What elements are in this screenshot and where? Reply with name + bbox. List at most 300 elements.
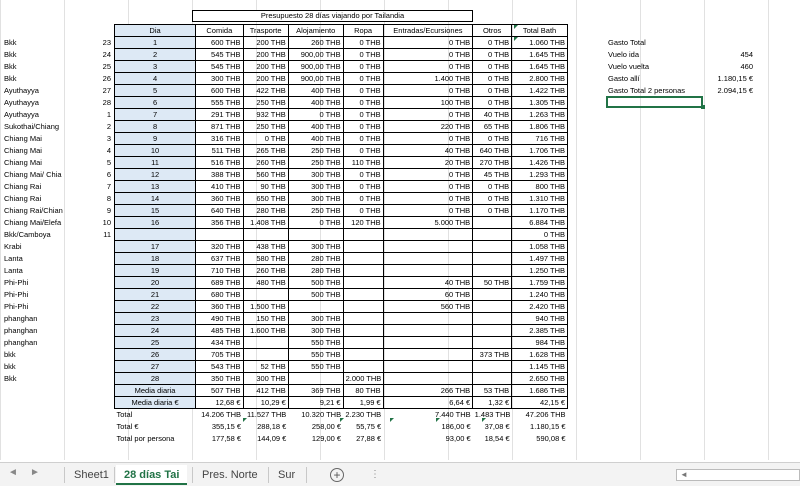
- table-cell[interactable]: 300 THB: [288, 313, 343, 325]
- place-cell[interactable]: Lanta: [4, 254, 23, 263]
- place-cell[interactable]: Chiang Mai/ Chia: [4, 170, 62, 179]
- table-cell[interactable]: 1.058 THB: [512, 241, 568, 253]
- table-cell[interactable]: 1.497 THB: [512, 253, 568, 265]
- table-cell[interactable]: 2.800 THB: [512, 73, 568, 85]
- table-cell[interactable]: 250 THB: [243, 97, 288, 109]
- table-cell[interactable]: 26: [115, 349, 196, 361]
- table-cell[interactable]: 21: [115, 289, 196, 301]
- summary-cell[interactable]: 590,08 €: [536, 433, 566, 443]
- table-cell[interactable]: 0 THB: [473, 193, 512, 205]
- day-number-cell[interactable]: 1: [106, 110, 111, 119]
- table-cell[interactable]: [115, 229, 196, 241]
- table-cell[interactable]: 15: [115, 205, 196, 217]
- table-cell[interactable]: 22: [115, 301, 196, 313]
- table-cell[interactable]: [473, 217, 512, 229]
- table-cell[interactable]: 640 THB: [196, 205, 243, 217]
- table-cell[interactable]: 0 THB: [473, 205, 512, 217]
- table-cell[interactable]: [343, 325, 383, 337]
- table-cell[interactable]: 20 THB: [383, 157, 473, 169]
- table-cell[interactable]: 543 THB: [196, 361, 243, 373]
- table-cell[interactable]: 16: [115, 217, 196, 229]
- table-cell[interactable]: [343, 301, 383, 313]
- tab-sheet1[interactable]: Sheet1: [74, 469, 109, 481]
- table-cell[interactable]: 1.759 THB: [512, 277, 568, 289]
- table-cell[interactable]: 680 THB: [196, 289, 243, 301]
- place-cell[interactable]: Phi-Phi: [4, 302, 29, 311]
- day-number-cell[interactable]: 9: [106, 206, 111, 215]
- table-cell[interactable]: 434 THB: [196, 337, 243, 349]
- table-cell[interactable]: 560 THB: [383, 301, 473, 313]
- next-sheet-icon[interactable]: ►: [30, 467, 40, 478]
- day-number-cell[interactable]: 8: [106, 194, 111, 203]
- table-cell[interactable]: 600 THB: [196, 85, 243, 97]
- table-cell[interactable]: 600 THB: [196, 37, 243, 49]
- day-number-cell[interactable]: 24: [102, 50, 111, 59]
- table-cell[interactable]: 10: [115, 145, 196, 157]
- table-cell[interactable]: [473, 313, 512, 325]
- summary-cell[interactable]: 412 THB: [243, 385, 288, 397]
- table-cell[interactable]: [288, 301, 343, 313]
- table-cell[interactable]: 17: [115, 241, 196, 253]
- table-cell[interactable]: 2.385 THB: [512, 325, 568, 337]
- table-cell[interactable]: 0 THB: [288, 217, 343, 229]
- table-cell[interactable]: 480 THB: [243, 277, 288, 289]
- table-cell[interactable]: 0 THB: [473, 49, 512, 61]
- table-cell[interactable]: 1.500 THB: [243, 301, 288, 313]
- table-cell[interactable]: [243, 337, 288, 349]
- table-cell[interactable]: 0 THB: [343, 193, 383, 205]
- table-cell[interactable]: 0 THB: [343, 169, 383, 181]
- side-label[interactable]: Vuelo ida: [608, 50, 639, 59]
- summary-cell[interactable]: 369 THB: [288, 385, 343, 397]
- day-number-cell[interactable]: [72, 289, 114, 301]
- table-cell[interactable]: 19: [115, 265, 196, 277]
- table-cell[interactable]: 400 THB: [288, 133, 343, 145]
- table-cell[interactable]: 350 THB: [196, 373, 243, 385]
- table-cell[interactable]: 900,00 THB: [288, 49, 343, 61]
- table-cell[interactable]: 28: [115, 373, 196, 385]
- summary-cell[interactable]: 18,54 €: [484, 433, 510, 443]
- summary-cell[interactable]: 9,21 €: [288, 397, 343, 409]
- table-cell[interactable]: 0 THB: [343, 73, 383, 85]
- day-number-cell[interactable]: [72, 301, 114, 313]
- day-number-cell[interactable]: [72, 241, 114, 253]
- table-cell[interactable]: 516 THB: [196, 157, 243, 169]
- summary-label[interactable]: Total por persona: [116, 433, 175, 443]
- table-cell[interactable]: 485 THB: [196, 325, 243, 337]
- table-cell[interactable]: [473, 373, 512, 385]
- table-cell[interactable]: 1.240 THB: [512, 289, 568, 301]
- table-cell[interactable]: 500 THB: [288, 277, 343, 289]
- table-cell[interactable]: [343, 265, 383, 277]
- table-cell[interactable]: [473, 361, 512, 373]
- day-number-cell[interactable]: 4: [106, 146, 111, 155]
- table-cell[interactable]: 0 THB: [343, 85, 383, 97]
- place-cell[interactable]: Ayuthayya: [4, 98, 39, 107]
- table-cell[interactable]: 1.250 THB: [512, 265, 568, 277]
- tab-28-dias-tai[interactable]: 28 días Tai: [116, 465, 187, 485]
- table-cell[interactable]: 25: [115, 337, 196, 349]
- table-cell[interactable]: 52 THB: [243, 361, 288, 373]
- table-cell[interactable]: 356 THB: [196, 217, 243, 229]
- table-cell[interactable]: 0 THB: [473, 133, 512, 145]
- summary-cell[interactable]: 129,00 €: [311, 433, 342, 443]
- table-cell[interactable]: 12: [115, 169, 196, 181]
- table-cell[interactable]: 2.420 THB: [512, 301, 568, 313]
- column-header[interactable]: Trasporte: [243, 25, 288, 37]
- table-cell[interactable]: 0 THB: [288, 109, 343, 121]
- table-cell[interactable]: [196, 229, 243, 241]
- place-cell[interactable]: phanghan: [4, 314, 38, 323]
- tab-sur[interactable]: Sur: [278, 469, 296, 481]
- table-cell[interactable]: 200 THB: [243, 49, 288, 61]
- table-cell[interactable]: 270 THB: [473, 157, 512, 169]
- table-cell[interactable]: 360 THB: [196, 301, 243, 313]
- side-value[interactable]: 1.180,15 €: [717, 74, 753, 83]
- table-cell[interactable]: 1.310 THB: [512, 193, 568, 205]
- side-value[interactable]: 2.094,15 €: [717, 86, 753, 95]
- table-cell[interactable]: [473, 337, 512, 349]
- table-cell[interactable]: 410 THB: [196, 181, 243, 193]
- summary-label[interactable]: Total €: [116, 421, 139, 431]
- table-cell[interactable]: 0 THB: [383, 133, 473, 145]
- table-cell[interactable]: 250 THB: [288, 205, 343, 217]
- table-cell[interactable]: 360 THB: [196, 193, 243, 205]
- day-number-cell[interactable]: [72, 265, 114, 277]
- day-number-cell[interactable]: [72, 373, 114, 385]
- table-cell[interactable]: 438 THB: [243, 241, 288, 253]
- day-number-cell[interactable]: [72, 361, 114, 373]
- table-cell[interactable]: 300 THB: [288, 181, 343, 193]
- table-cell[interactable]: 400 THB: [288, 97, 343, 109]
- place-cell[interactable]: Chiang Mai: [4, 146, 42, 155]
- summary-cell[interactable]: 53 THB: [473, 385, 512, 397]
- day-number-cell[interactable]: [72, 325, 114, 337]
- table-cell[interactable]: [473, 241, 512, 253]
- table-cell[interactable]: 0 THB: [343, 145, 383, 157]
- column-header[interactable]: Ropa: [343, 25, 383, 37]
- summary-cell[interactable]: 186,00 €: [441, 421, 471, 431]
- place-cell[interactable]: Bkk: [4, 62, 17, 71]
- table-cell[interactable]: 0 THB: [383, 49, 473, 61]
- side-value[interactable]: 460: [740, 62, 753, 71]
- table-cell[interactable]: 0 THB: [343, 133, 383, 145]
- table-cell[interactable]: 6: [115, 97, 196, 109]
- table-cell[interactable]: 0 THB: [383, 169, 473, 181]
- table-cell[interactable]: 0 THB: [473, 97, 512, 109]
- summary-label[interactable]: Media diaria €: [115, 397, 196, 409]
- place-cell[interactable]: phanghan: [4, 326, 38, 335]
- summary-cell[interactable]: 177,58 €: [211, 433, 242, 443]
- table-cell[interactable]: 1.645 THB: [512, 61, 568, 73]
- table-cell[interactable]: 0 THB: [383, 205, 473, 217]
- column-header[interactable]: Entradas/Ecursiones: [383, 25, 473, 37]
- table-cell[interactable]: 8: [115, 121, 196, 133]
- summary-label[interactable]: Total: [116, 409, 133, 419]
- summary-cell[interactable]: 258,00 €: [311, 421, 342, 431]
- table-cell[interactable]: 50 THB: [473, 277, 512, 289]
- table-cell[interactable]: 280 THB: [243, 205, 288, 217]
- table-cell[interactable]: 280 THB: [288, 265, 343, 277]
- table-cell[interactable]: 220 THB: [383, 121, 473, 133]
- column-header[interactable]: Otros: [473, 25, 512, 37]
- table-cell[interactable]: 200 THB: [243, 73, 288, 85]
- table-cell[interactable]: 3: [115, 61, 196, 73]
- table-title[interactable]: Presupuesto 28 días viajando por Tailandia: [192, 10, 473, 22]
- summary-cell[interactable]: 6,64 €: [383, 397, 473, 409]
- more-options-icon[interactable]: ⋮: [370, 469, 380, 480]
- day-number-cell[interactable]: 5: [106, 158, 111, 167]
- table-cell[interactable]: 250 THB: [288, 145, 343, 157]
- day-number-cell[interactable]: 6: [106, 170, 111, 179]
- side-label[interactable]: Gasto Total 2 personas: [608, 86, 685, 95]
- table-cell[interactable]: 560 THB: [243, 169, 288, 181]
- table-cell[interactable]: 250 THB: [243, 121, 288, 133]
- table-cell[interactable]: 0 THB: [383, 193, 473, 205]
- table-cell[interactable]: 550 THB: [288, 349, 343, 361]
- table-cell[interactable]: 200 THB: [243, 61, 288, 73]
- table-cell[interactable]: [288, 229, 343, 241]
- table-cell[interactable]: 150 THB: [243, 313, 288, 325]
- table-cell[interactable]: 0 THB: [473, 37, 512, 49]
- table-cell[interactable]: 4: [115, 73, 196, 85]
- table-cell[interactable]: 2.650 THB: [512, 373, 568, 385]
- table-cell[interactable]: 110 THB: [343, 157, 383, 169]
- table-cell[interactable]: 0 THB: [383, 85, 473, 97]
- table-cell[interactable]: 900,00 THB: [288, 61, 343, 73]
- table-cell[interactable]: 1.305 THB: [512, 97, 568, 109]
- column-header[interactable]: Dia: [115, 25, 196, 37]
- table-cell[interactable]: [473, 289, 512, 301]
- table-cell[interactable]: 932 THB: [243, 109, 288, 121]
- table-cell[interactable]: [343, 277, 383, 289]
- place-cell[interactable]: Sukothai/Chiang: [4, 122, 60, 131]
- table-cell[interactable]: 40 THB: [383, 145, 473, 157]
- table-cell[interactable]: 0 THB: [383, 109, 473, 121]
- day-number-cell[interactable]: 23: [102, 38, 111, 47]
- scroll-left-icon[interactable]: ◄: [680, 470, 688, 479]
- summary-cell[interactable]: 27,88 €: [356, 433, 382, 443]
- table-cell[interactable]: 300 THB: [243, 373, 288, 385]
- table-cell[interactable]: 900,00 THB: [288, 73, 343, 85]
- day-number-cell[interactable]: 3: [106, 134, 111, 143]
- place-cell[interactable]: Bkk: [4, 74, 17, 83]
- summary-cell[interactable]: 12,68 €: [196, 397, 243, 409]
- place-cell[interactable]: Chiang Mai: [4, 134, 42, 143]
- table-cell[interactable]: 300 THB: [288, 193, 343, 205]
- day-number-cell[interactable]: 7: [106, 182, 111, 191]
- place-cell[interactable]: Krabi: [4, 242, 22, 251]
- prev-sheet-icon[interactable]: ◄: [8, 467, 18, 478]
- table-cell[interactable]: [383, 253, 473, 265]
- table-cell[interactable]: [243, 229, 288, 241]
- table-cell[interactable]: [343, 289, 383, 301]
- table-cell[interactable]: 422 THB: [243, 85, 288, 97]
- summary-cell[interactable]: 42,15 €: [512, 397, 568, 409]
- column-header[interactable]: Comida: [196, 25, 243, 37]
- table-cell[interactable]: 0 THB: [343, 61, 383, 73]
- day-number-cell[interactable]: 11: [103, 230, 111, 239]
- place-cell[interactable]: Ayuthayya: [4, 86, 39, 95]
- place-cell[interactable]: phanghan: [4, 338, 38, 347]
- table-cell[interactable]: 0 THB: [473, 61, 512, 73]
- table-cell[interactable]: 1.645 THB: [512, 49, 568, 61]
- table-cell[interactable]: 550 THB: [288, 337, 343, 349]
- table-cell[interactable]: 0 THB: [473, 85, 512, 97]
- table-cell[interactable]: 400 THB: [288, 85, 343, 97]
- selected-cell[interactable]: [606, 96, 703, 108]
- day-number-cell[interactable]: [72, 277, 114, 289]
- table-cell[interactable]: 40 THB: [473, 109, 512, 121]
- add-sheet-button[interactable]: +: [330, 468, 344, 482]
- table-cell[interactable]: 705 THB: [196, 349, 243, 361]
- summary-cell[interactable]: 37,08 €: [484, 421, 510, 431]
- table-cell[interactable]: 1.706 THB: [512, 145, 568, 157]
- table-cell[interactable]: 0 THB: [512, 229, 568, 241]
- summary-cell[interactable]: 1,32 €: [473, 397, 512, 409]
- side-label[interactable]: Gasto allí: [608, 74, 640, 83]
- table-cell[interactable]: 545 THB: [196, 49, 243, 61]
- table-cell[interactable]: [288, 373, 343, 385]
- table-cell[interactable]: 0 THB: [343, 181, 383, 193]
- table-cell[interactable]: 40 THB: [383, 277, 473, 289]
- table-cell[interactable]: 260 THB: [243, 265, 288, 277]
- table-cell[interactable]: 0 THB: [343, 49, 383, 61]
- table-cell[interactable]: 0 THB: [343, 109, 383, 121]
- table-cell[interactable]: 710 THB: [196, 265, 243, 277]
- table-cell[interactable]: 24: [115, 325, 196, 337]
- table-cell[interactable]: [383, 265, 473, 277]
- table-cell[interactable]: [343, 253, 383, 265]
- table-cell[interactable]: 500 THB: [288, 289, 343, 301]
- summary-cell[interactable]: 507 THB: [196, 385, 243, 397]
- table-cell[interactable]: 388 THB: [196, 169, 243, 181]
- table-cell[interactable]: [383, 361, 473, 373]
- summary-cell[interactable]: 1.180,15 €: [530, 421, 566, 431]
- side-label[interactable]: Gasto Total: [608, 38, 646, 47]
- day-number-cell[interactable]: [72, 253, 114, 265]
- place-cell[interactable]: Bkk: [4, 38, 17, 47]
- summary-cell[interactable]: 11.527 THB: [246, 409, 287, 419]
- table-cell[interactable]: 13: [115, 181, 196, 193]
- table-cell[interactable]: 0 THB: [343, 205, 383, 217]
- place-cell[interactable]: Phi-Phi: [4, 290, 29, 299]
- table-cell[interactable]: 1.293 THB: [512, 169, 568, 181]
- table-cell[interactable]: [473, 253, 512, 265]
- place-cell[interactable]: Lanta: [4, 266, 23, 275]
- table-cell[interactable]: [343, 337, 383, 349]
- table-cell[interactable]: 250 THB: [288, 157, 343, 169]
- table-cell[interactable]: 120 THB: [343, 217, 383, 229]
- table-cell[interactable]: [343, 349, 383, 361]
- table-cell[interactable]: 1.145 THB: [512, 361, 568, 373]
- table-cell[interactable]: 373 THB: [473, 349, 512, 361]
- table-cell[interactable]: 0 THB: [383, 181, 473, 193]
- table-cell[interactable]: 400 THB: [288, 121, 343, 133]
- table-cell[interactable]: 260 THB: [243, 157, 288, 169]
- side-value[interactable]: 454: [740, 50, 753, 59]
- place-cell[interactable]: Chiang Rai: [4, 182, 42, 191]
- table-cell[interactable]: 2.000 THB: [343, 373, 383, 385]
- table-cell[interactable]: 511 THB: [196, 145, 243, 157]
- column-header[interactable]: Alojamiento: [288, 25, 343, 37]
- summary-cell[interactable]: 1,99 €: [343, 397, 383, 409]
- table-cell[interactable]: 1.600 THB: [243, 325, 288, 337]
- table-cell[interactable]: 1.170 THB: [512, 205, 568, 217]
- day-number-cell[interactable]: [72, 349, 114, 361]
- summary-cell[interactable]: 47.206 THB: [525, 409, 566, 419]
- summary-label[interactable]: Media diaria: [115, 385, 196, 397]
- place-cell[interactable]: Phi-Phi: [4, 278, 29, 287]
- table-cell[interactable]: 0 THB: [243, 133, 288, 145]
- table-cell[interactable]: 545 THB: [196, 61, 243, 73]
- table-cell[interactable]: [473, 301, 512, 313]
- table-cell[interactable]: 23: [115, 313, 196, 325]
- column-header[interactable]: Total Bath: [512, 25, 568, 37]
- summary-cell[interactable]: 7.440 THB: [434, 409, 471, 419]
- place-cell[interactable]: Ayuthayya: [4, 110, 39, 119]
- day-number-cell[interactable]: 27: [102, 86, 111, 95]
- table-cell[interactable]: 11: [115, 157, 196, 169]
- table-cell[interactable]: 300 THB: [288, 241, 343, 253]
- table-cell[interactable]: [383, 229, 473, 241]
- table-cell[interactable]: [343, 361, 383, 373]
- table-cell[interactable]: [473, 265, 512, 277]
- summary-cell[interactable]: 10.320 THB: [301, 409, 342, 419]
- table-cell[interactable]: 6.884 THB: [512, 217, 568, 229]
- table-cell[interactable]: 60 THB: [383, 289, 473, 301]
- table-cell[interactable]: 9: [115, 133, 196, 145]
- fill-handle[interactable]: [701, 105, 705, 109]
- table-cell[interactable]: 291 THB: [196, 109, 243, 121]
- summary-cell[interactable]: 1.483 THB: [474, 409, 511, 419]
- table-cell[interactable]: 0 THB: [343, 97, 383, 109]
- table-cell[interactable]: [473, 325, 512, 337]
- summary-cell[interactable]: 14.206 THB: [201, 409, 242, 419]
- table-cell[interactable]: 800 THB: [512, 181, 568, 193]
- day-number-cell[interactable]: 2: [106, 122, 111, 131]
- day-number-cell[interactable]: 26: [102, 74, 111, 83]
- table-cell[interactable]: 1.422 THB: [512, 85, 568, 97]
- table-cell[interactable]: 20: [115, 277, 196, 289]
- place-cell[interactable]: bkk: [4, 350, 16, 359]
- table-cell[interactable]: 640 THB: [473, 145, 512, 157]
- table-cell[interactable]: 14: [115, 193, 196, 205]
- side-label[interactable]: Vuelo vuelta: [608, 62, 650, 71]
- table-cell[interactable]: 550 THB: [288, 361, 343, 373]
- table-cell[interactable]: 0 THB: [383, 61, 473, 73]
- table-cell[interactable]: 1.628 THB: [512, 349, 568, 361]
- table-cell[interactable]: 7: [115, 109, 196, 121]
- table-cell[interactable]: 200 THB: [243, 37, 288, 49]
- place-cell[interactable]: bkk: [4, 362, 16, 371]
- table-cell[interactable]: 1.400 THB: [383, 73, 473, 85]
- table-cell[interactable]: [383, 373, 473, 385]
- day-number-cell[interactable]: 25: [102, 62, 111, 71]
- place-cell[interactable]: Bkk/Camboya: [4, 230, 51, 239]
- day-number-cell[interactable]: 28: [102, 98, 111, 107]
- table-cell[interactable]: 0 THB: [383, 37, 473, 49]
- table-cell[interactable]: [383, 349, 473, 361]
- table-cell[interactable]: 27: [115, 361, 196, 373]
- table-cell[interactable]: 5: [115, 85, 196, 97]
- table-cell[interactable]: [243, 289, 288, 301]
- horizontal-scrollbar[interactable]: [676, 469, 800, 481]
- summary-cell[interactable]: 144,09 €: [257, 433, 287, 443]
- tab-pres-norte[interactable]: Pres. Norte: [202, 469, 258, 481]
- table-cell[interactable]: 265 THB: [243, 145, 288, 157]
- table-cell[interactable]: [383, 325, 473, 337]
